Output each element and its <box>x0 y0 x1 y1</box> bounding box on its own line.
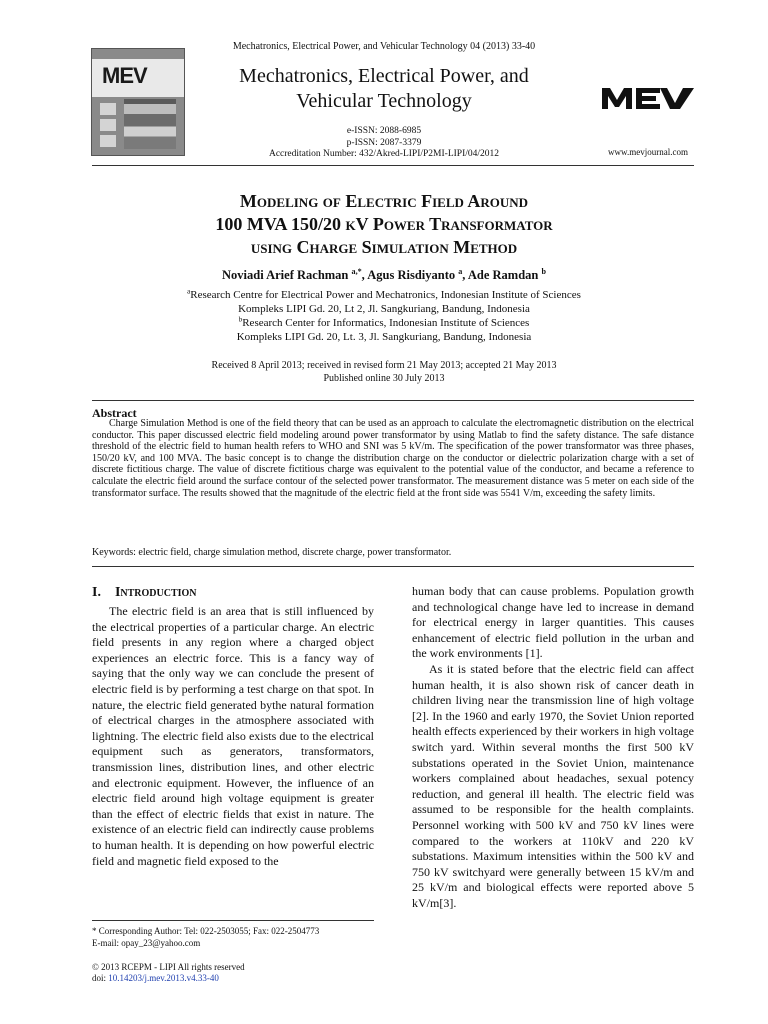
corresponding-mark: * <box>357 266 362 276</box>
article-history <box>100 359 668 385</box>
accreditation: Accreditation Number: 432/Akred-LIPI/P2MI-LIPI/04/2012 <box>268 149 500 159</box>
paper-title: Modeling of Electric Field Around 100 MVA 150/20 kV Power Transformator using Charge Simulation Method <box>215 191 553 257</box>
intro-paragraph: human body that can cause problems. Population growth and technological change have led to increase in demand for electrical energy in larger quantities. This causes enhancement of electric field pollution in the urban and the work environments [1]. <box>412 584 694 661</box>
author-name: Ade Ramdan <box>467 268 539 282</box>
author-affiliation-mark: b <box>541 266 546 276</box>
cover-logo: MEV <box>102 63 147 88</box>
copyright-block: © 2013 RCEPM - LIPI All rights reserved doi: 10.14203/j.mev.2013.v4.33-40 <box>92 962 245 983</box>
mev-logo <box>598 82 698 112</box>
intro-right-column <box>412 584 694 911</box>
author-name: Agus Risdiyanto <box>367 268 456 282</box>
copyright: © 2013 RCEPM - LIPI All rights reserved <box>92 962 245 972</box>
author-affiliation-mark: a, <box>351 266 358 276</box>
author-email[interactable]: E-mail: opay_23@yahoo.com <box>92 937 201 948</box>
cover-thumb <box>100 103 116 115</box>
corresponding-author-footnote: * Corresponding Author: Tel: 022-2503055; Fax: 022-2504773 E-mail: opay_23@yahoo.com <box>92 926 374 949</box>
abstract-heading: Abstract <box>92 406 137 420</box>
intro-paragraph: As it is stated before that the electric field can affect human health, it is also shown risk of cancer death in children living near the transmission line of high voltage [2]. In the 1960 and early 1970, the Soviet Union reported health effects experienced by their workers in high voltage switch yard. Within several months the first 500 kV substations operated in the Soviet Union, maintenance workers complained about headaches, sexual potency reduction, and general ill health. The electric field was assumed to be responsible for the health complaints. Personnel working with 500 kV and 750 kV lines were compared to the workers at 110kV and 220 kV substations. Maximum intensities within the 500 kV and 750 kV switchyard were generally between 15 kV/m and 25 kV/m and biological effects were reported above 5 kV/m[3]. <box>412 661 694 910</box>
cover-graphic <box>124 99 176 149</box>
cover-thumb <box>100 135 116 147</box>
author-name: Noviadi Arief Rachman <box>222 268 349 282</box>
eissn: e-ISSN: 2088-6985 <box>346 126 422 136</box>
author-list: Noviadi Arief Rachman $^{a,*}$, Agus Risdiyanto $^a$, Ade Ramdan $^b$ <box>222 266 546 282</box>
affiliations: $^a$Research Centre for Electrical Power and Mechatronics, Indonesian Institute of Sciences Kompleks LIPI Gd. 20, Lt 2, Jl. Sangkuriang, Bandung, Indonesia $^b$Research Center for Informatics, Indonesian Institute of Sciences Kompleks LIPI Gd. 20, Lt. 3, Jl. Sangkuriang, Bandung, Indonesia <box>187 287 581 343</box>
keywords: Keywords: electric field, charge simulation method, discrete charge, power transformator. <box>92 547 452 558</box>
journal-title: Mechatronics, Electrical Power, and Vehicular Technology <box>239 65 529 112</box>
pissn: p-ISSN: 2087-3379 <box>346 137 422 148</box>
intro-left-column: The electric field is an area that is still influenced by the electrical properties of a particular charge. An electric field presents in any region where a charged object experiences an electric force. This is a fancy way of saying that the only way we can conclude the present of electric field is by performing a test charge on that spot. In nature, the electric field generated bythe natural formation of electrical charges in the atmosphere associated with lightning. The electric field also exists due to the electrical equipment such as generators, transformators, transmission lines, distribution lines, and other electric and electronic equipment. However, the influence of an electric field around high voltage equipment is greater than the effect of electric fields that exist in nature. The existence of an electric field can indirectly cause problems to human health. It is depending on how powerful electric field and magnetic field exposed to the <box>92 604 374 868</box>
header-divider <box>92 165 694 166</box>
author-affiliation-mark: a <box>458 266 463 276</box>
cover-thumb <box>100 119 116 131</box>
abstract-divider-top <box>92 400 694 401</box>
journal-website[interactable]: www.mevjournal.com <box>608 147 688 157</box>
journal-cover-image <box>91 48 185 156</box>
section-heading-introduction: I. Introduction <box>92 585 197 600</box>
abstract-body: Charge Simulation Method is one of the field theory that can be used as an approach to calculate the electromagnetic distribution on the electrical conductor. This paper discussed electric field modeling around power transformator by using Matlab to find the safety distance. The safe distance threshold of the electric field to human health refers to WHO and SNI was 5 kV/m. The specification of the power transformator was three phases, 150/20 kV, and 100 MVA. The basic concept is to change the distribution charge on the conductor or dielectric polarization charge with a set of discrete fictitious charge. The value of discrete fictitious charge was equivalent to the potential value of the conductor, and became a reference to calculate the electric field around the surface contour of the selected power transformator. The measurement distance was 5 meter on each side of the transformator surface. The results showed that the magnitude of the electric field at the front side was 5541 V/m, exceeding the safety limits. <box>92 418 694 499</box>
received-dates: Received 8 April 2013; received in revised form 21 May 2013; accepted 21 May 2013 <box>211 360 557 371</box>
journal-citation: Mechatronics, Electrical Power, and Vehicular Technology 04 (2013) 33-40 <box>232 41 536 52</box>
doi-link[interactable]: 10.14203/j.mev.2013.v4.33-40 <box>108 973 219 983</box>
published-date: Published online 30 July 2013 <box>323 373 445 384</box>
footnote-divider <box>92 920 374 921</box>
abstract-divider-bottom <box>92 566 694 567</box>
issn-block <box>180 126 588 161</box>
